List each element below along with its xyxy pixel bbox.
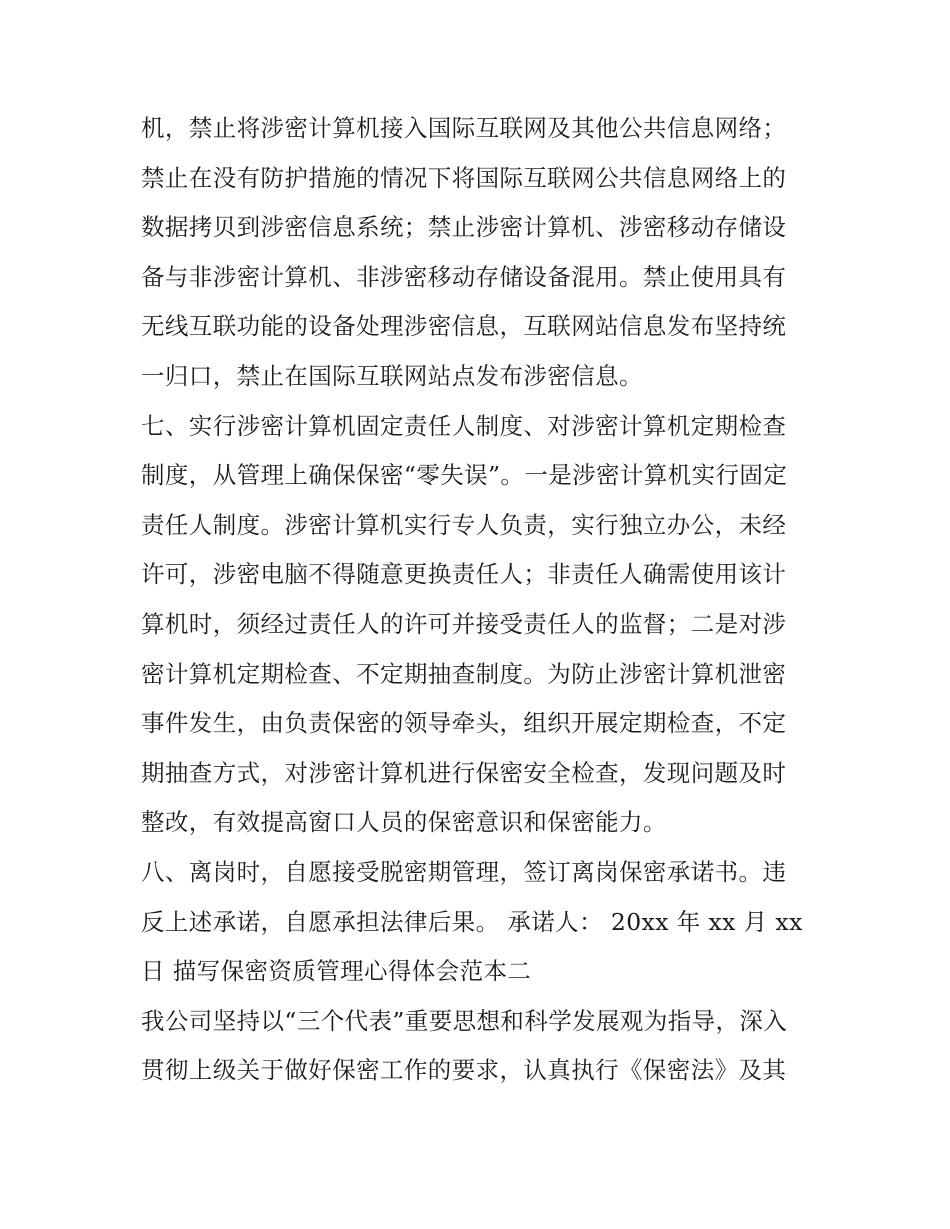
text-line: 事件发生，由负责保密的领导牵头，组织开展定期检查，不定	[141, 709, 787, 738]
text-line: 许可，涉密电脑不得随意更换责任人；非责任人确需使用该计	[141, 560, 787, 589]
text-line: 禁止在没有防护措施的情况下将国际互联网公共信息网络上的	[141, 163, 787, 192]
section-heading-eight: 八、离岗时，自愿接受脱密期管理，签订离岗保密承诺书。违	[141, 857, 787, 886]
text-line: 备与非涉密计算机、非涉密移动存储设备混用。禁止使用具有	[141, 262, 787, 291]
signature-line: 反上述承诺，自愿承担法律后果。 承诺人： 20xx 年 xx 月 xx	[141, 907, 803, 936]
text-line: 数据拷贝到涉密信息系统；禁止涉密计算机、涉密移动存储设	[141, 213, 787, 242]
text-line: 一归口，禁止在国际互联网站点发布涉密信息。	[141, 361, 643, 390]
document-body	[141, 104, 821, 1096]
text-line: 整改，有效提高窗口人员的保密意识和保密能力。	[141, 808, 667, 837]
text-line: 我公司坚持以“三个代表”重要思想和科学发展观为指导，深入	[141, 1006, 788, 1035]
section-heading-seven: 七、实行涉密计算机固定责任人制度、对涉密计算机定期检查	[141, 411, 787, 440]
text-line: 贯彻上级关于做好保密工作的要求，认真执行《保密法》及其	[141, 1056, 787, 1085]
text-line: 机，禁止将涉密计算机接入国际互联网及其他公共信息网络；	[141, 114, 787, 142]
text-line: 算机时，须经过责任人的许可并接受责任人的监督；二是对涉	[141, 609, 787, 638]
text-line: 期抽查方式，对涉密计算机进行保密安全检查，发现问题及时	[141, 758, 787, 787]
text-line: 责任人制度。涉密计算机实行专人负责，实行独立办公，未经	[141, 510, 787, 539]
text-line: 无线互联功能的设备处理涉密信息，互联网站信息发布坚持统	[141, 312, 787, 341]
text-line: 密计算机定期检查、不定期抽查制度。为防止涉密计算机泄密	[141, 659, 787, 688]
text-line: 制度，从管理上确保保密“零失误”。一是涉密计算机实行固定	[141, 461, 788, 490]
template-title-line: 日 描写保密资质管理心得体会范本二	[141, 957, 532, 986]
